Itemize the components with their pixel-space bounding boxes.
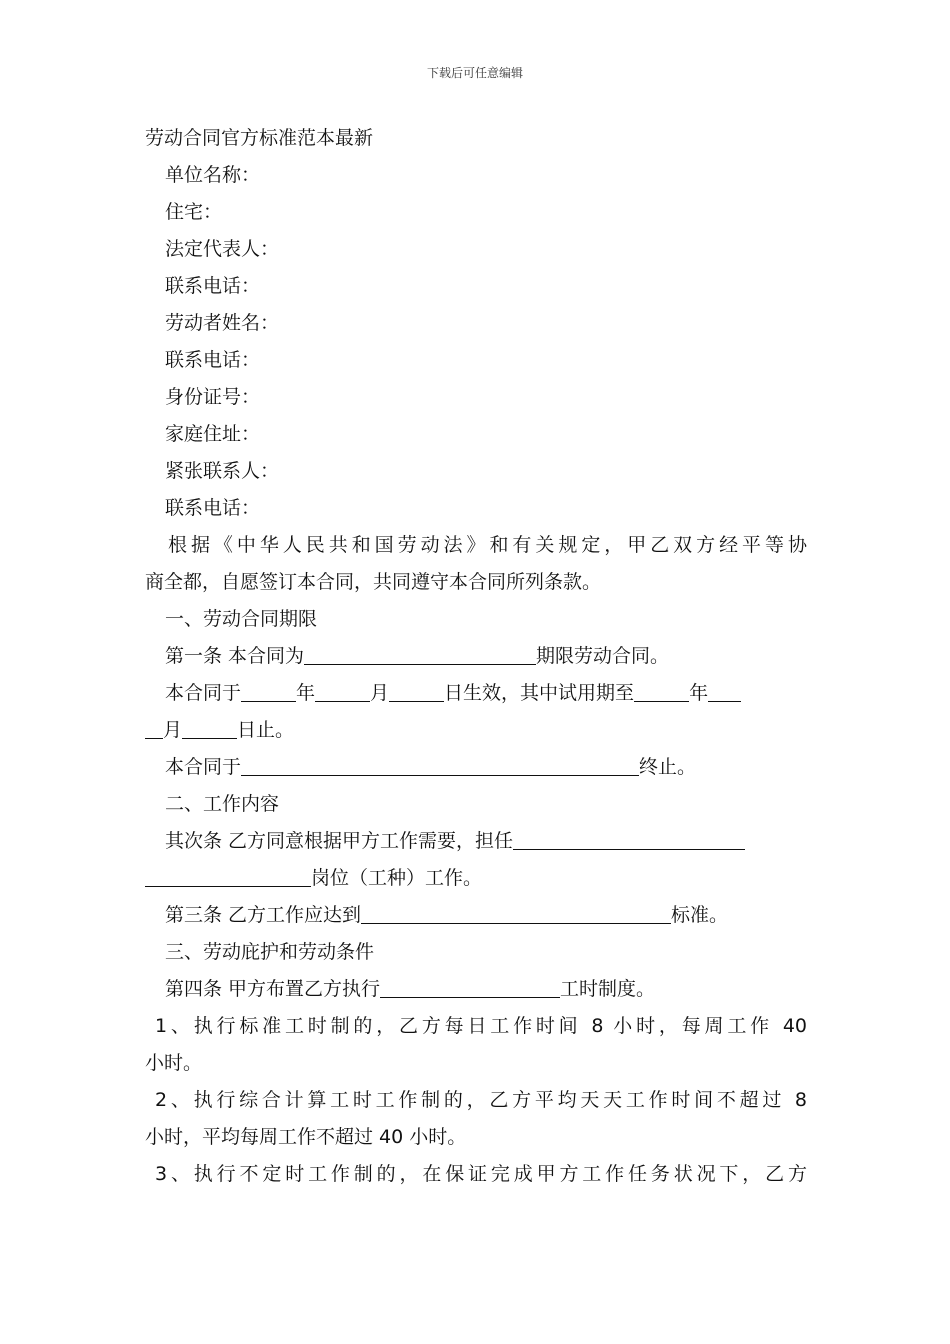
probation-year-blank — [634, 681, 689, 702]
article-4-suffix: 工时制度。 — [560, 978, 656, 1000]
intro-line-1: 根据《中华人民共和国劳动法》和有关规定，甲乙双方经平等协 — [168, 534, 807, 556]
position-blank-b — [145, 866, 311, 887]
year-label-2: 年 — [689, 682, 709, 704]
item-1-line-2: 小时。 — [145, 1052, 203, 1074]
start-month-blank — [315, 681, 370, 702]
article-3-text: 第三条 乙方工作应达到 — [165, 904, 362, 926]
document-body — [145, 120, 807, 1193]
field-worker-name: 劳动者姓名： — [165, 312, 280, 334]
intro-line-2: 商全都，自愿签订本合同，共同遵守本合同所列条款。 — [145, 571, 602, 593]
section-1-heading: 一、劳动合同期限 — [165, 608, 318, 630]
article-4-text: 第四条 甲方布置乙方执行 — [165, 978, 381, 1000]
month-label-2: 月 — [163, 719, 183, 741]
article-2 — [145, 823, 807, 860]
work-hours-blank — [380, 977, 560, 998]
effective-text: 本合同于 — [165, 682, 242, 704]
section-2-heading: 二、工作内容 — [165, 793, 280, 815]
start-day-blank — [389, 681, 444, 702]
article-4 — [145, 971, 807, 1008]
probation-text: 日生效，其中试用期至 — [444, 682, 635, 704]
field-id-number: 身份证号： — [165, 386, 261, 408]
article-2-suffix: 岗位（工种）工作。 — [311, 867, 483, 889]
article-3 — [145, 897, 807, 934]
field-legal-rep: 法定代表人： — [165, 238, 280, 260]
field-phone-3: 联系电话： — [165, 497, 261, 519]
item-1-line-1: 1、执行标准工时制的，乙方每日工作时间 8 小时，每周工作 40 — [155, 1015, 807, 1037]
section-3-heading: 三、劳动庇护和劳动条件 — [165, 941, 375, 963]
article-2-cont — [145, 860, 807, 897]
standard-blank — [361, 903, 671, 924]
field-residence: 住宅： — [165, 201, 223, 223]
probation-month-blank-b — [145, 718, 163, 739]
year-label: 年 — [296, 682, 316, 704]
item-2-line-1: 2、执行综合计算工时工作制的，乙方平均天天工作时间不超过 8 — [155, 1089, 807, 1111]
termination-date-blank — [241, 755, 639, 776]
field-phone-1: 联系电话： — [165, 275, 261, 297]
day-end-label: 日止。 — [237, 719, 295, 741]
termination-text: 本合同于 — [165, 756, 242, 778]
article-3-suffix: 标准。 — [671, 904, 729, 926]
field-phone-2: 联系电话： — [165, 349, 261, 371]
page-header: 下载后可任意编辑 — [426, 66, 523, 80]
term-type-blank — [304, 644, 536, 665]
start-year-blank — [241, 681, 296, 702]
field-unit-name: 单位名称： — [165, 164, 261, 186]
effective-date-line — [145, 675, 807, 712]
article-1-text: 第一条 本合同为 — [165, 645, 305, 667]
article-1 — [145, 638, 807, 675]
document-title: 劳动合同官方标准范本最新 — [145, 127, 374, 149]
position-blank-a — [513, 829, 745, 850]
termination-line — [145, 749, 807, 786]
month-label: 月 — [370, 682, 390, 704]
probation-day-blank — [182, 718, 237, 739]
field-emergency-contact: 紧张联系人： — [165, 460, 280, 482]
probation-end-line — [145, 712, 807, 749]
item-3-line-1: 3、执行不定时工作制的，在保证完成甲方工作任务状况下，乙方 — [155, 1163, 807, 1185]
probation-month-blank-a — [708, 681, 741, 702]
item-2-line-2: 小时，平均每周工作不超过 40 小时。 — [145, 1126, 467, 1148]
termination-suffix: 终止。 — [639, 756, 697, 778]
article-2-text: 其次条 乙方同意根据甲方工作需要，担任 — [165, 830, 514, 852]
article-1-suffix: 期限劳动合同。 — [536, 645, 670, 667]
field-home-address: 家庭住址： — [165, 423, 261, 445]
